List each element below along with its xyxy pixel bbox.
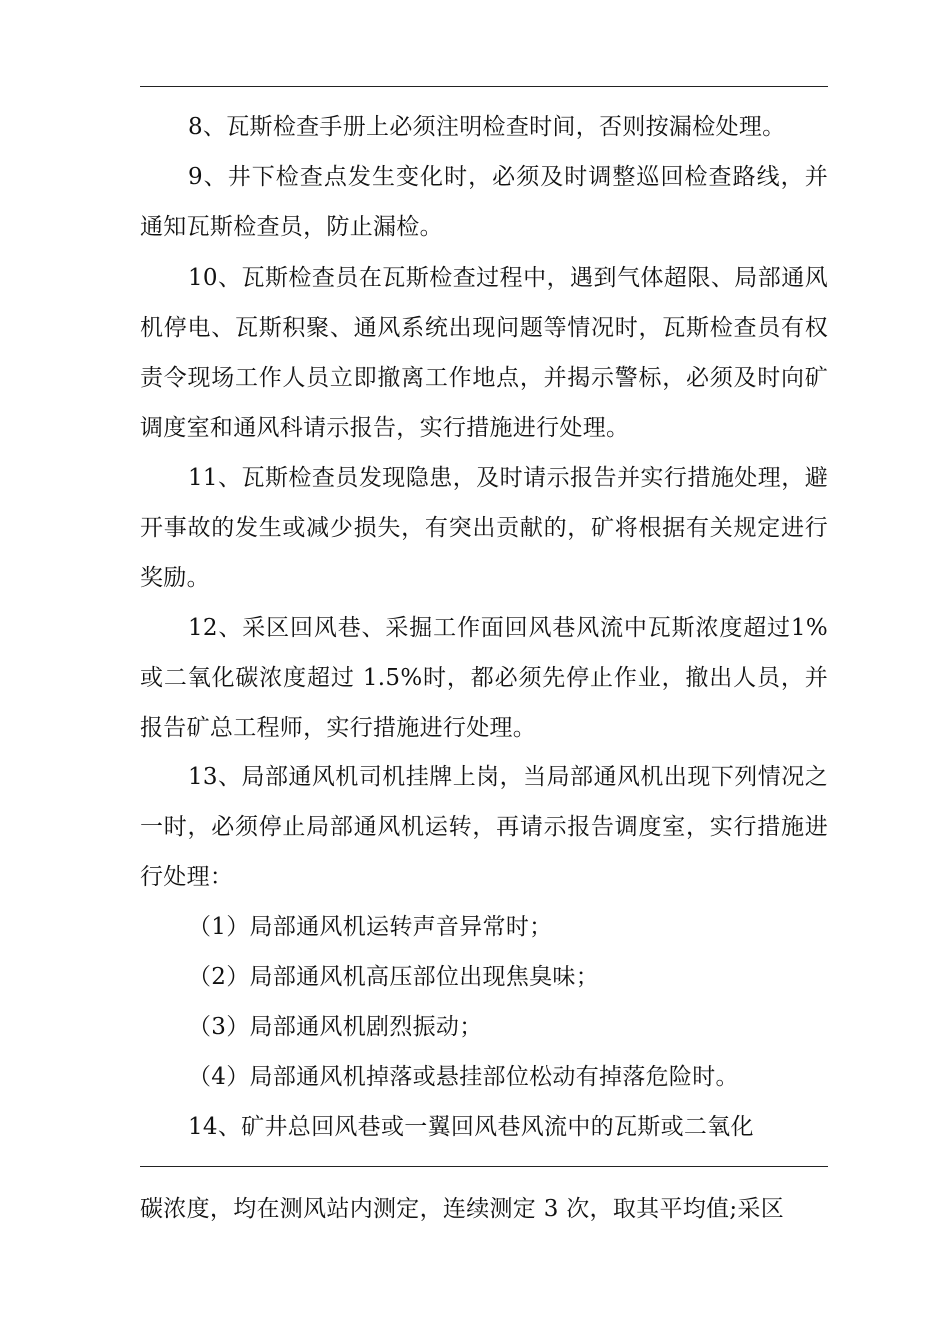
paragraph-9: 9、井下检查点发生变化时，必须及时调整巡回检查路线，并通知瓦斯检查员，防止漏检。 (140, 164, 828, 240)
next-page-line: 碳浓度，均在测风站内测定，连续测定 3 次，取其平均值;采区 (140, 1196, 785, 1222)
paragraph-8: 8、瓦斯检查手册上必须注明检查时间，否则按漏检处理。 (188, 114, 786, 140)
list-item-3: （3）局部通风机剧烈振动； (188, 1014, 483, 1040)
list-item-1: （1）局部通风机运转声音异常时； (188, 914, 553, 940)
header-rule (140, 86, 828, 87)
list-item-4: （4）局部通风机掉落或悬挂部位松动有掉落危险时。 (188, 1064, 739, 1090)
paragraph-14: 14、矿井总回风巷或一翼回风巷风流中的瓦斯或二氧化 (188, 1114, 754, 1140)
page-break-rule (140, 1166, 828, 1167)
list-item-2: （2）局部通风机高压部位出现焦臭味； (188, 964, 600, 990)
paragraph-11: 11、瓦斯检查员发现隐患，及时请示报告并实行措施处理，避开事故的发生或减少损失，有突出贡献的，矿将根据有关规定进行奖励。 (140, 465, 828, 591)
paragraph-12: 12、采区回风巷、采掘工作面回风巷风流中瓦斯浓度超过1%或二氧化碳浓度超过 1.5%时，都必须先停止作业，撤出人员，并报告矿总工程师，实行措施进行处理。 (140, 615, 828, 741)
paragraph-13: 13、局部通风机司机挂牌上岗，当局部通风机出现下列情况之一时，必须停止局部通风机运转，再请示报告调度室，实行措施进行处理： (140, 764, 828, 890)
paragraph-10: 10、瓦斯检查员在瓦斯检查过程中，遇到气体超限、局部通风机停电、瓦斯积聚、通风系统出现问题等情况时，瓦斯检查员有权责令现场工作人员立即撤离工作地点，并揭示警标，必须及时向矿调度室和通风科请示报告，实行措施进行处理。 (140, 265, 828, 441)
